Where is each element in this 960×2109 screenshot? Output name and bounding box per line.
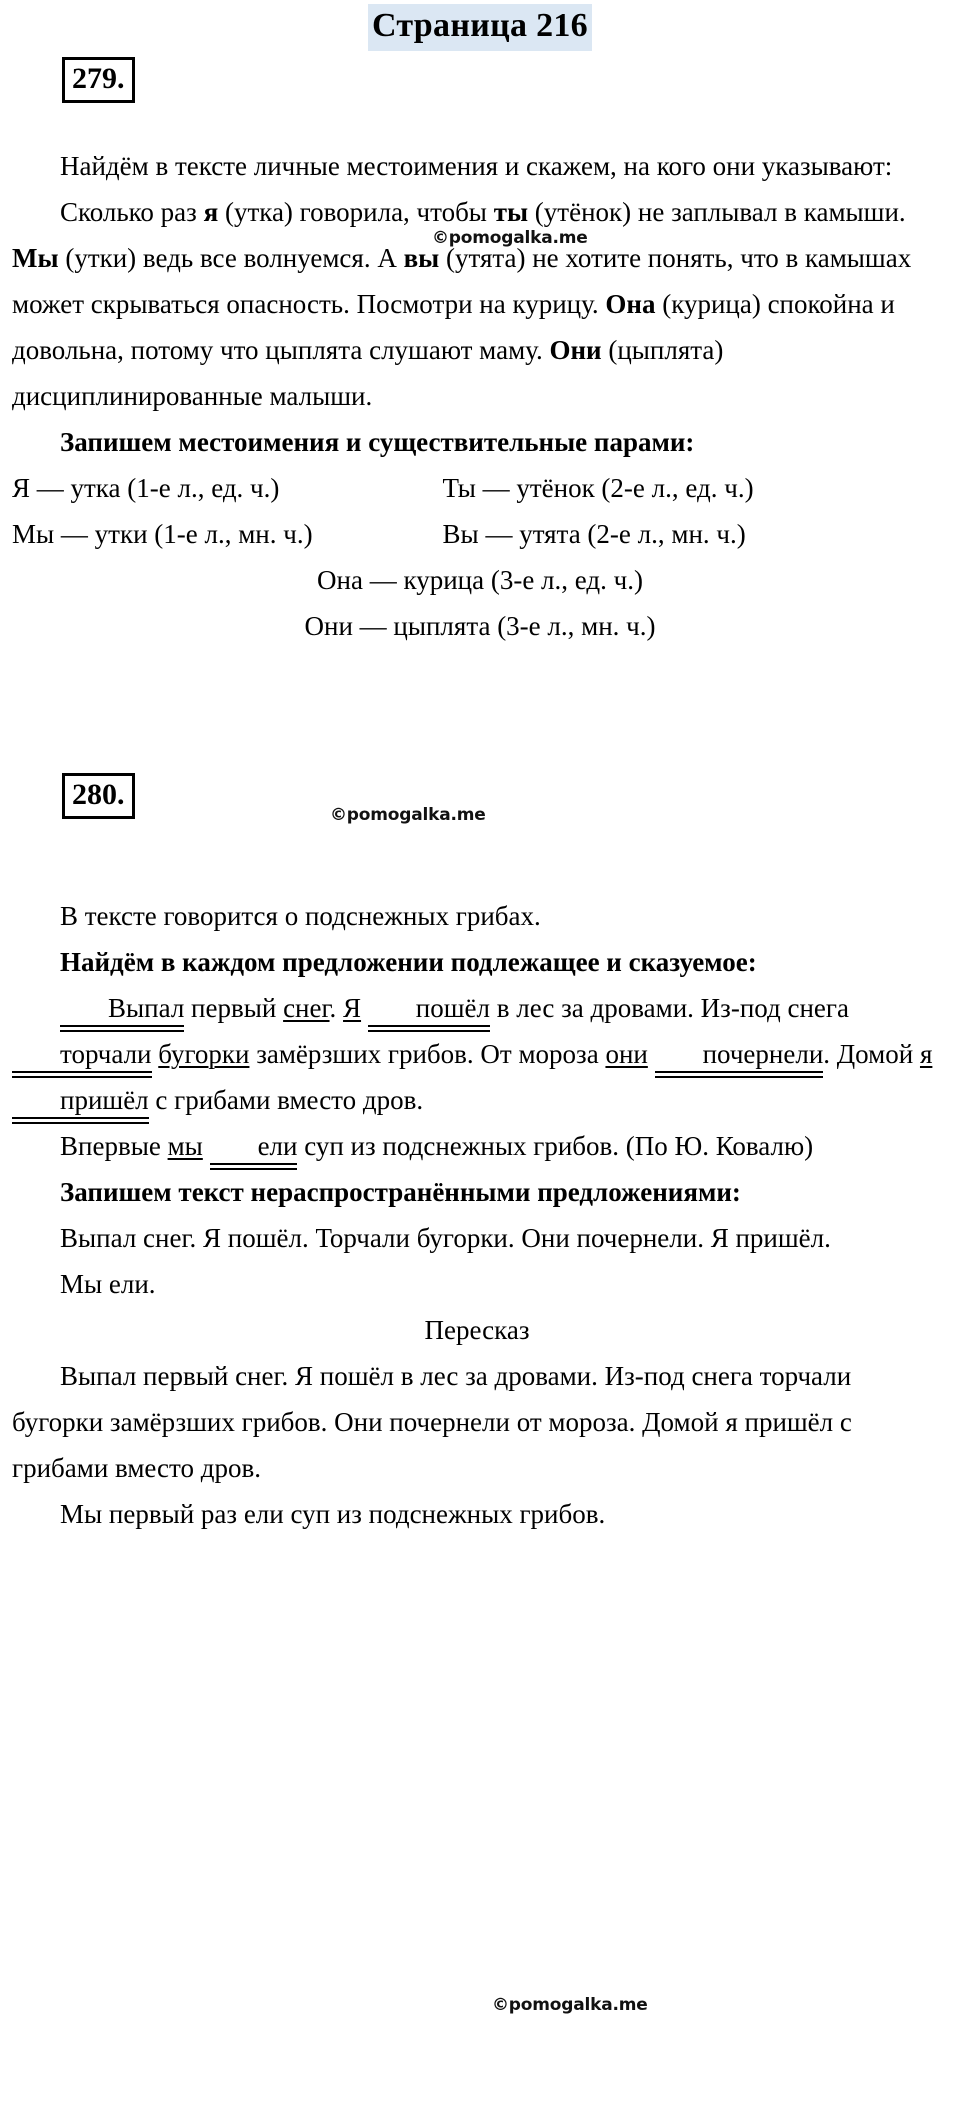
exercise-279-intro: Найдём в тексте личные местоимения и скажем, на кого они указывают: (60, 150, 893, 181)
predicate-double-underline: пришёл (12, 1077, 149, 1123)
predicate-double-underline: почернели (655, 1031, 824, 1077)
pronoun-bold: Мы (12, 242, 59, 273)
exercise-280-marked-text-2 (12, 1123, 942, 1169)
text-run (203, 1131, 210, 1161)
text-run: Сколько раз (60, 196, 204, 227)
exercise-279-task-heading: Запишем местоимения и существительные парами: (60, 426, 695, 457)
text-run (361, 993, 368, 1023)
page-title: Страница 216 (368, 4, 592, 51)
text-run: (утёнок) не заплывал в камыши. (528, 196, 906, 227)
pair-cell-left: Мы — утки (1-е л., мн. ч.) (12, 518, 313, 549)
watermark: ©pomogalka.me (492, 1995, 648, 2015)
text-run: (утки) ведь все волнуемся. А (58, 242, 404, 273)
retelling-paragraph-2: Мы первый раз ели суп из подснежных грибов. (60, 1498, 606, 1529)
spacer (0, 103, 960, 143)
exercise-280-number-wrap (0, 773, 960, 819)
exercise-279-body (0, 143, 960, 465)
exercise-number-badge-279: 279. (62, 57, 135, 103)
predicate-double-underline: пошёл (368, 985, 490, 1031)
text-run: . Домой (823, 1038, 920, 1069)
spacer (0, 649, 960, 769)
retelling-paragraph-1: Выпал первый снег. Я пошёл в лес за дровами. Из-под снега торчали бугорки замёрзших грибов. Они почернели от мороза. Домой я пришёл с грибами вместо дров. (12, 1360, 852, 1483)
pair-cell-right: Ты — утёнок (2-е л., ед. ч.) (442, 472, 754, 503)
watermark: ©pomogalka.me (432, 228, 588, 248)
page-title-row (0, 0, 960, 53)
text-run: с грибами вместо дров. (148, 1084, 424, 1115)
subject-underline: бугорки (158, 1038, 250, 1069)
pronoun-bold: вы (403, 242, 440, 273)
text-run (648, 1039, 655, 1069)
spacer (0, 819, 960, 893)
predicate-double-underline: торчали (12, 1031, 152, 1077)
exercise-280-task-heading-2: Запишем текст нераспространёнными предложениями: (60, 1176, 741, 1207)
subject-underline: они (605, 1038, 648, 1069)
predicate-double-underline: ели (210, 1123, 298, 1169)
exercise-279-source-text (12, 189, 942, 419)
text-run: (утка) говорила, чтобы (218, 196, 494, 227)
exercise-280-marked-text (12, 985, 942, 1123)
text-run: в лес за дровами. Из-под снега (490, 992, 849, 1023)
text-run: (курица) спокойна и довольна, потому что цыплята слушают маму. (12, 288, 895, 365)
pronoun-bold: Она (605, 288, 656, 319)
pair-row-centered: Они — цыплята (3-е л., мн. ч.) (304, 610, 656, 641)
text-run: замёрзших грибов. От мороза (249, 1038, 606, 1069)
exercise-280-simple-sentences-1: Выпал снег. Я пошёл. Торчали бугорки. Они почернели. Я пришёл. (60, 1222, 831, 1253)
pair-row (12, 465, 948, 511)
text-run: . (329, 992, 344, 1023)
subject-underline: мы (167, 1130, 203, 1161)
exercise-280-task-heading-1: Найдём в каждом предложении подлежащее и сказуемое: (60, 946, 757, 977)
predicate-double-underline: Выпал (60, 985, 184, 1031)
pair-row (12, 511, 948, 557)
text-run: суп из подснежных грибов. (По Ю. Ковалю) (297, 1130, 814, 1161)
exercise-number-badge-280: 280. (62, 773, 135, 819)
pronoun-bold: я (203, 196, 219, 227)
text-run: (цыплята) дисциплинированные малыши. (12, 334, 724, 411)
pair-row-centered: Она — курица (3-е л., ед. ч.) (317, 564, 643, 595)
exercise-280-body (0, 893, 960, 1537)
pair-cell-left: Я — утка (1-е л., ед. ч.) (12, 472, 280, 503)
pronoun-bold: ты (493, 196, 529, 227)
text-run: первый (184, 992, 284, 1023)
pronoun-noun-pairs (0, 465, 960, 649)
exercise-279-number-wrap (0, 57, 960, 103)
text-run: Впервые (60, 1130, 168, 1161)
subject-underline: снег (283, 992, 330, 1023)
subject-underline: я (919, 1038, 933, 1069)
text-run: (утята) не хотите понять, что в камышах может скрываться опасность. Посмотри на курицу. (12, 242, 912, 319)
pair-cell-right: Вы — утята (2-е л., мн. ч.) (442, 518, 746, 549)
pronoun-bold: Они (549, 334, 602, 365)
watermark: ©pomogalka.me (330, 805, 486, 825)
exercise-280-intro: В тексте говорится о подснежных грибах. (60, 900, 541, 931)
subject-underline: Я (343, 992, 362, 1023)
retelling-heading: Пересказ (424, 1314, 530, 1345)
exercise-280-simple-sentences-2: Мы ели. (60, 1268, 156, 1299)
